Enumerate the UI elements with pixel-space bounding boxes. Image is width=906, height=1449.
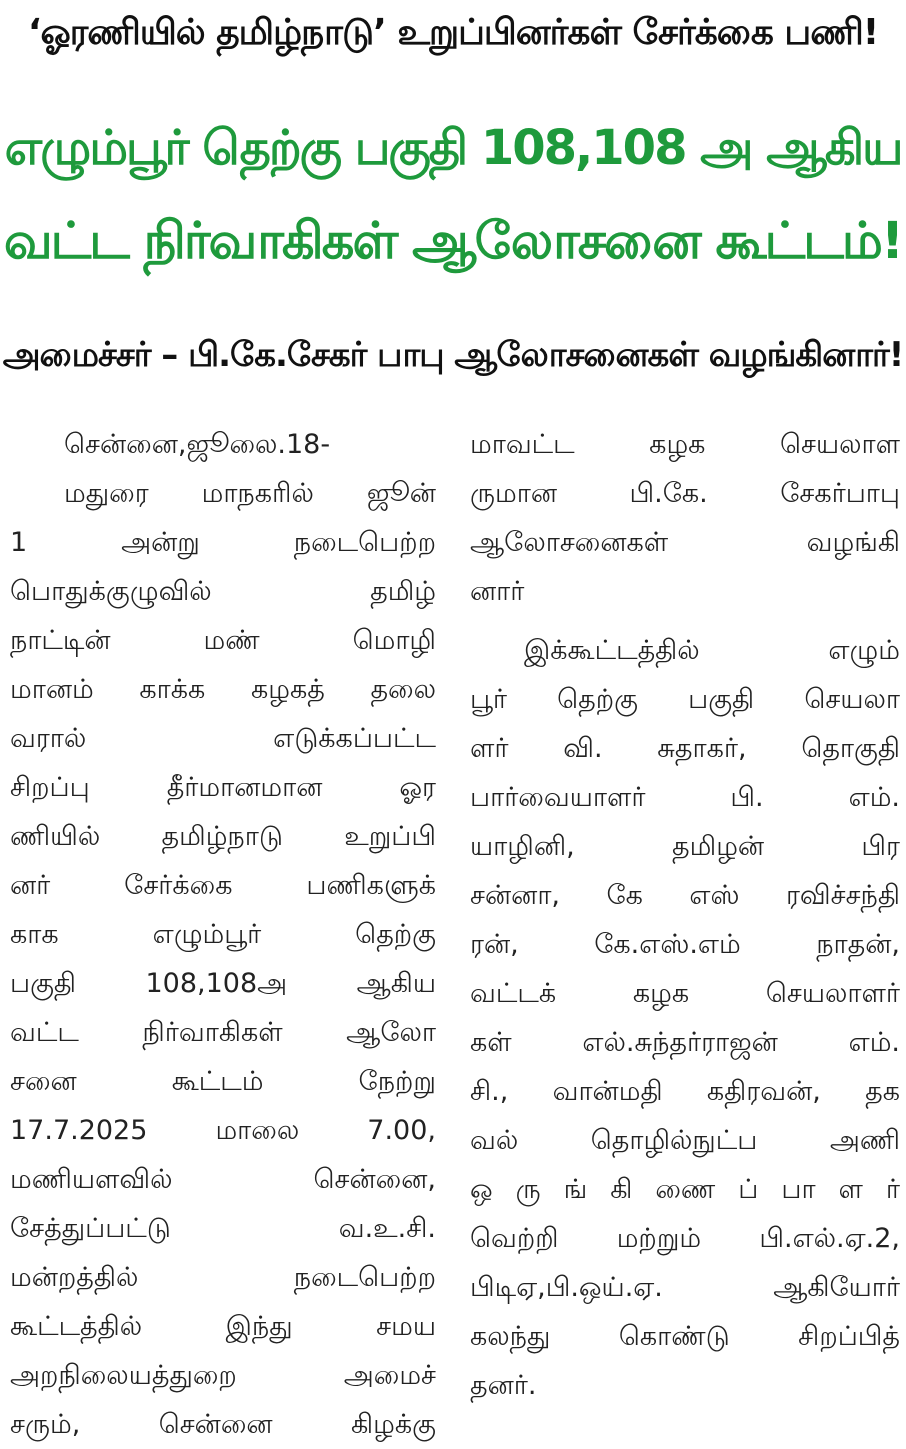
text-line: சனை கூட்டம் நேற்று bbox=[10, 1066, 436, 1097]
text-line: கலந்து கொண்டு சிறப்பித் bbox=[470, 1321, 900, 1352]
text-line: மதுரை மாநகரில் ஜூன் bbox=[64, 478, 436, 509]
text-line: கள் எல்.சுந்தர்ராஜன் எம். bbox=[470, 1027, 900, 1058]
subheadline: அமைச்சர் – பி.கே.சேகர் பாபு ஆலோசனைகள் வழங்கினார்! bbox=[2, 335, 904, 375]
headline-line-2: வட்ட நிர்வாகிகள் ஆலோசனை கூட்டம்! bbox=[3, 212, 903, 271]
text-line: மன்றத்தில் நடைபெற்ற bbox=[10, 1262, 436, 1293]
text-line: ரன், கே.எஸ்.எம் நாதன், bbox=[470, 929, 900, 960]
dateline: சென்னை,ஜூலை.18- bbox=[64, 429, 331, 460]
text-line: மணியளவில் சென்னை, bbox=[10, 1164, 436, 1195]
text-line: மாவட்ட கழக செயலாள bbox=[470, 429, 900, 460]
text-line: வட்ட நிர்வாகிகள் ஆலோ bbox=[10, 1017, 436, 1048]
text-line: பொதுக்குழுவில் தமிழ் bbox=[10, 576, 436, 607]
text-line: காக எழும்பூர் தெற்கு bbox=[10, 919, 436, 950]
text-line: 17.7.2025 மாலை 7.00, bbox=[10, 1115, 436, 1146]
article-column-right bbox=[470, 420, 900, 1410]
text-line: பார்வையாளர் பி. எம். bbox=[470, 782, 900, 813]
text-line: ருமான பி.கே. சேகர்பாபு bbox=[470, 478, 900, 509]
text-line: தனர். bbox=[470, 1370, 537, 1401]
text-line: பகுதி 108,108அ ஆகிய bbox=[10, 968, 436, 999]
text-line: மானம் காக்க கழகத் தலை bbox=[10, 674, 436, 705]
text-line: னர் சேர்க்கை பணிகளுக் bbox=[10, 870, 436, 901]
text-line: இக்கூட்டத்தில் எழும் bbox=[524, 635, 900, 666]
text-line: ஒ ரு ங் கி ணை ப் பா ள ர் bbox=[470, 1174, 900, 1205]
text-line: அறநிலையத்துறை அமைச் bbox=[10, 1360, 436, 1391]
headline-line-1: எழும்பூர் தெற்கு பகுதி 108,108 அ ஆகிய bbox=[4, 120, 902, 176]
text-line: கூட்டத்தில் இந்து சமய bbox=[10, 1311, 436, 1342]
kicker-title: ‘ஓரணியில் தமிழ்நாடு’ உறுப்பினர்கள் சேர்க்கை பணி! bbox=[27, 12, 879, 53]
text-line: ளர் வி. சுதாகர், தொகுதி bbox=[470, 733, 900, 764]
article-column-left bbox=[10, 420, 436, 1449]
text-line: ணியில் தமிழ்நாடு உறுப்பி bbox=[10, 821, 436, 852]
text-line: வட்டக் கழக செயலாளர் bbox=[470, 978, 900, 1009]
text-line: ஆலோசனைகள் வழங்கி bbox=[470, 527, 900, 558]
text-line: வல் தொழில்நுட்ப அணி bbox=[470, 1125, 900, 1156]
text-line: சிறப்பு தீர்மானமான ஓர bbox=[10, 772, 436, 803]
text-line: வெற்றி மற்றும் பி.எல்.ஏ.2, bbox=[470, 1223, 900, 1254]
text-line: பூர் தெற்கு பகுதி செயலா bbox=[470, 684, 900, 715]
text-line: சி., வான்மதி கதிரவன், தக bbox=[470, 1076, 900, 1107]
text-line: நாட்டின் மண் மொழி bbox=[10, 625, 436, 656]
text-line: சரும், சென்னை கிழக்கு bbox=[10, 1409, 436, 1440]
text-line: சன்னா, கே எஸ் ரவிச்சந்தி bbox=[470, 880, 900, 911]
text-line: பிடிஏ,பி.ஒய்.ஏ. ஆகியோர் bbox=[470, 1272, 900, 1303]
text-line: 1 அன்று நடைபெற்ற bbox=[10, 527, 436, 558]
text-line: வரால் எடுக்கப்பட்ட bbox=[10, 723, 436, 754]
text-line: னார் bbox=[470, 576, 525, 607]
text-line: யாழினி, தமிழன் பிர bbox=[470, 831, 900, 862]
text-line: சேத்துப்பட்டு வ.உ.சி. bbox=[10, 1213, 436, 1244]
